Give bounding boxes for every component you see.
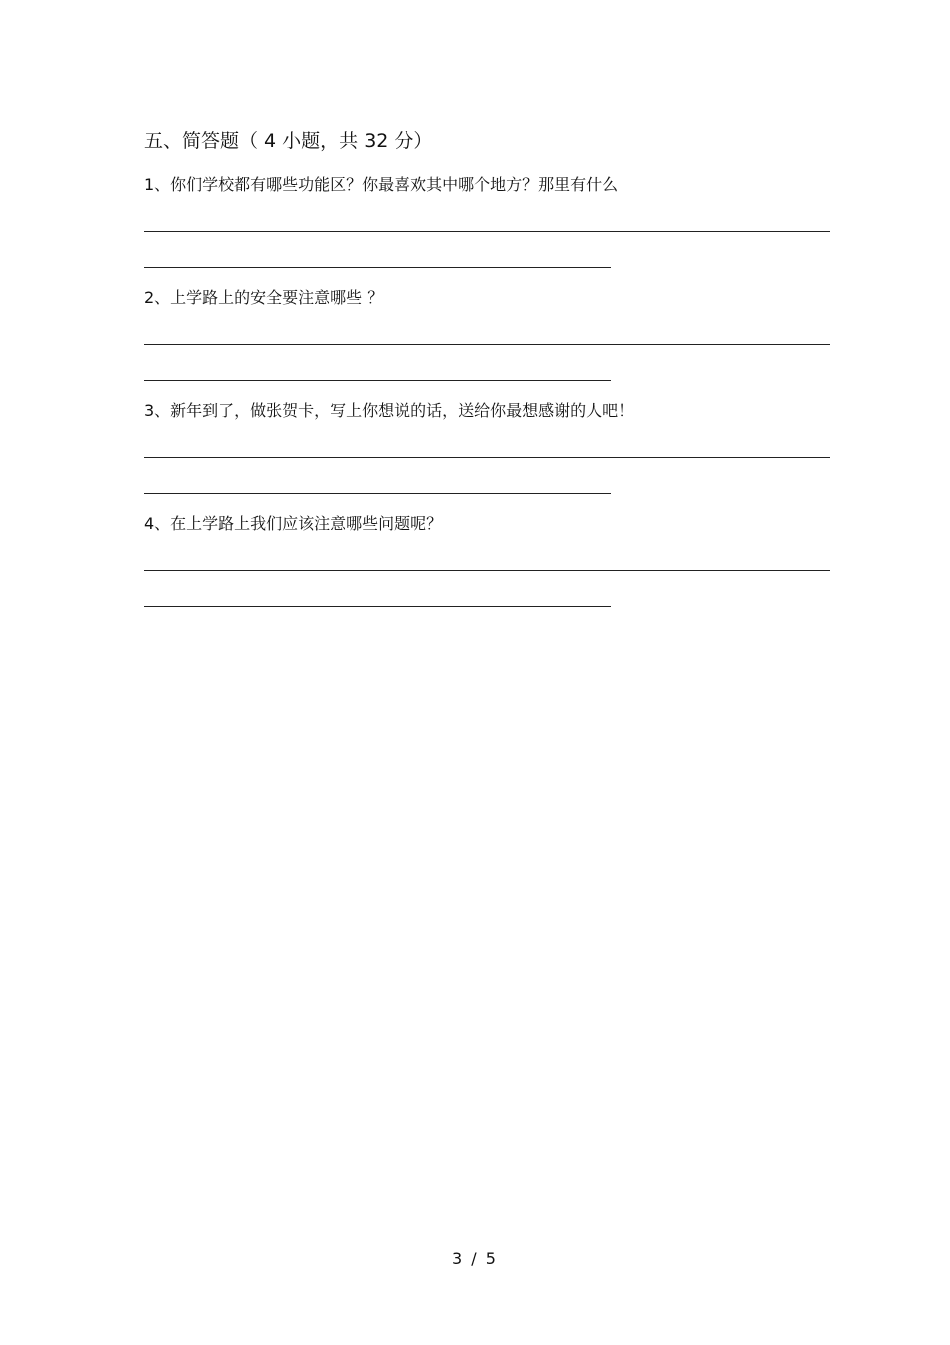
section-title: 五、简答题（ 4 小题，共 32 分）	[144, 130, 433, 152]
question-1: 1、你们学校都有哪些功能区？你最喜欢其中哪个地方？那里有什么	[144, 175, 619, 194]
answer-line-4b[interactable]	[144, 606, 611, 607]
answer-line-2a[interactable]	[144, 344, 830, 345]
question-2: 2、上学路上的安全要注意哪些 ？	[144, 288, 384, 307]
question-3: 3、新年到了，做张贺卡，写上你想说的话，送给你最想感谢的人吧！	[144, 401, 635, 420]
answer-line-2b[interactable]	[144, 380, 611, 381]
question-4: 4、在上学路上我们应该注意哪些问题呢？	[144, 514, 443, 533]
page-number: 3 / 5	[452, 1249, 498, 1268]
answer-line-4a[interactable]	[144, 570, 830, 571]
answer-line-3b[interactable]	[144, 493, 611, 494]
answer-line-3a[interactable]	[144, 457, 830, 458]
answer-line-1b[interactable]	[144, 267, 611, 268]
answer-line-1a[interactable]	[144, 231, 830, 232]
